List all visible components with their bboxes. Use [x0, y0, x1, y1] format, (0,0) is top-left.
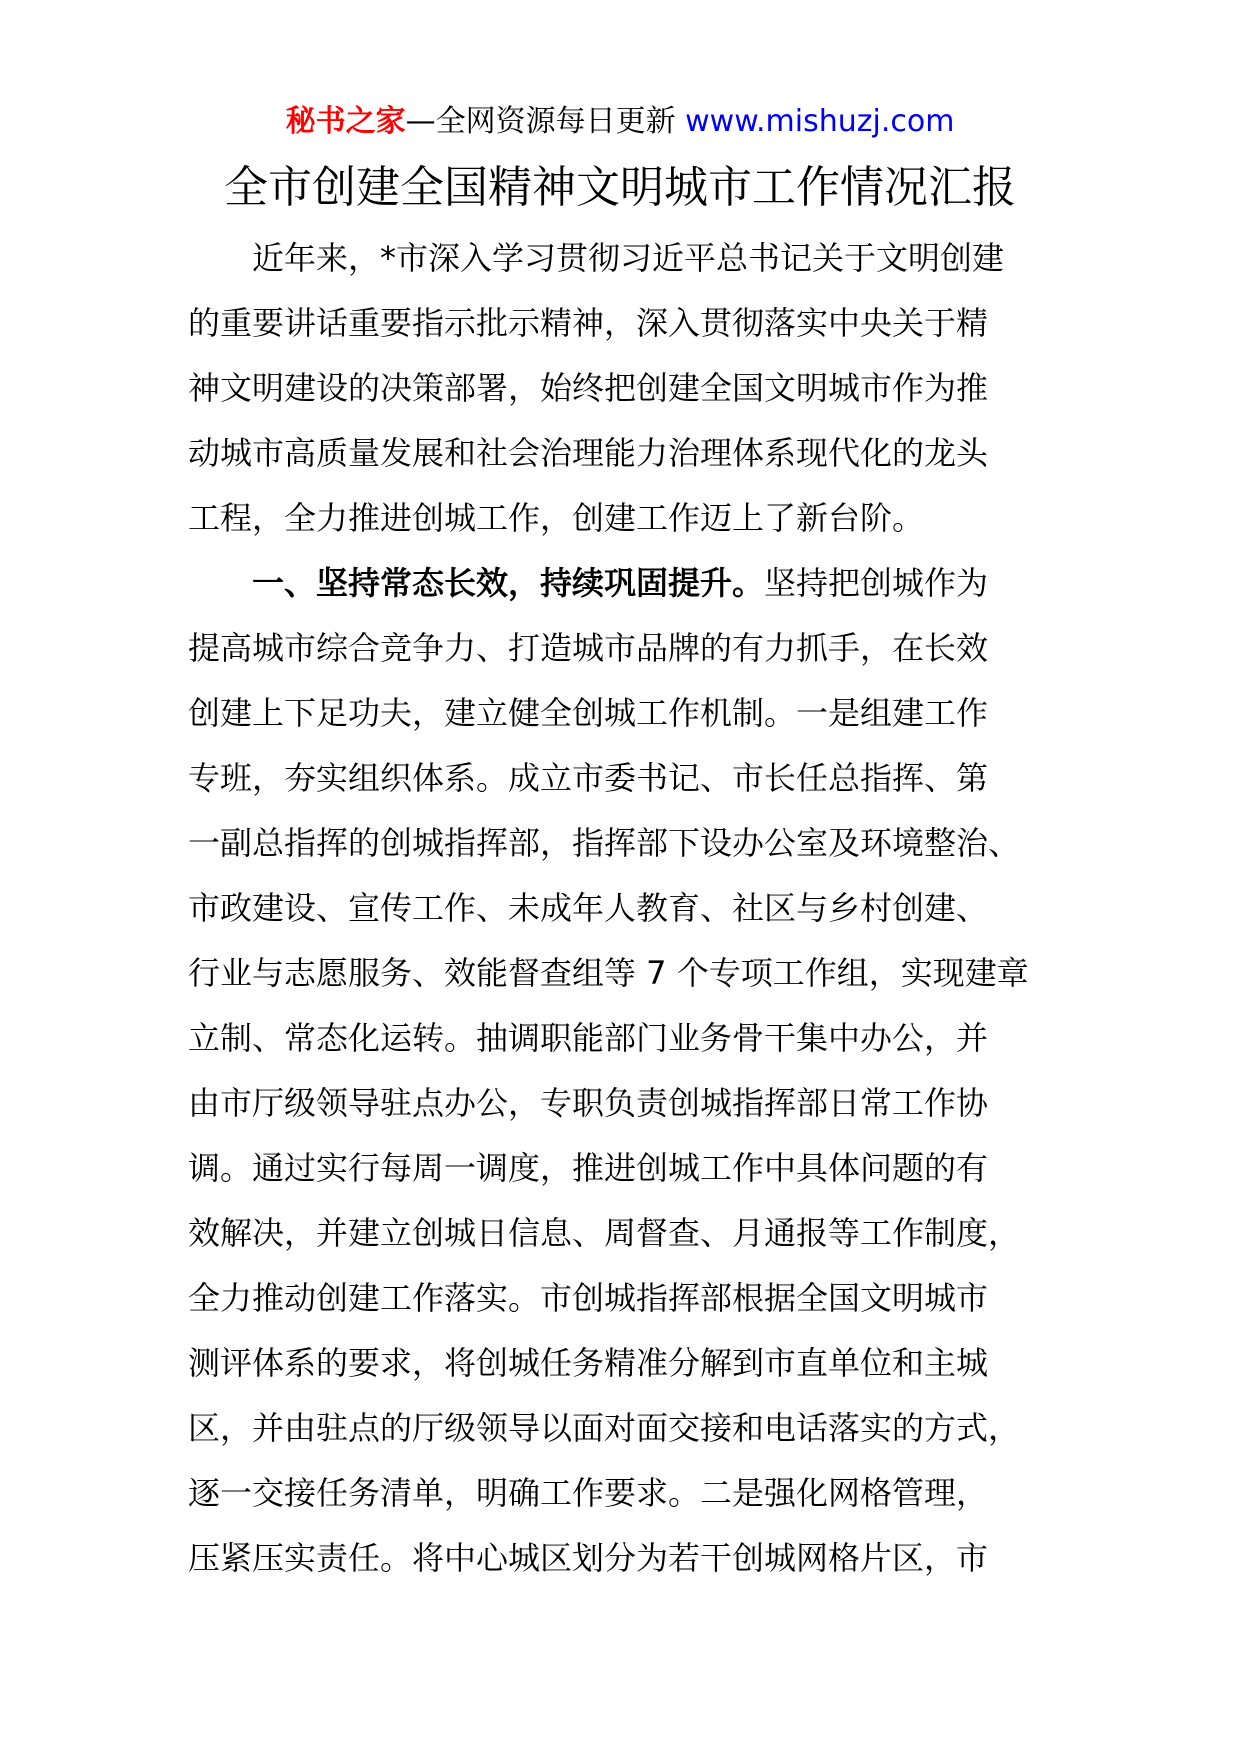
body-line: 区，并由驻点的厅级领导以面对面交接和电话落实的方式，: [188, 1409, 1021, 1447]
body-line: 逐一交接任务清单，明确工作要求。二是强化网格管理，: [188, 1474, 989, 1512]
section-heading-line: [188, 551, 1068, 616]
section-heading: 一、坚持常态长效，持续巩固提升。: [252, 564, 765, 602]
site-tagline: —全网资源每日更新: [405, 104, 686, 139]
body-line: 全力推动创建工作落实。市创城指挥部根据全国文明城市: [188, 1279, 989, 1317]
body-line: 行业与志愿服务、效能督查组等 7 个专项工作组，实现建章: [188, 954, 1029, 992]
body-line: 效解决，并建立创城日信息、周督查、月通报等工作制度，: [188, 1214, 1021, 1252]
site-brand: 秘书之家: [285, 104, 406, 139]
body-line: 调。通过实行每周一调度，推进创城工作中具体问题的有: [188, 1149, 989, 1187]
body-line: 测评体系的要求，将创城任务精准分解到市直单位和主城: [188, 1344, 989, 1382]
body-line: 创建上下足功夫，建立健全创城工作机制。一是组建工作: [188, 694, 989, 732]
body-line: 提高城市综合竞争力、打造城市品牌的有力抓手，在长效: [188, 629, 989, 667]
body-line: 动城市高质量发展和社会治理能力治理体系现代化的龙头: [188, 434, 989, 472]
body-line: 立制、常态化运转。抽调职能部门业务骨干集中办公，并: [188, 1019, 989, 1057]
body-line: 的重要讲话重要指示批示精神，深入贯彻落实中央关于精: [188, 304, 989, 342]
body-line: 由市厅级领导驻点办公，专职负责创城指挥部日常工作协: [188, 1084, 989, 1122]
site-url-link[interactable]: www.mishuzj.com: [685, 104, 955, 139]
body-line: 一副总指挥的创城指挥部，指挥部下设办公室及环境整治、: [188, 824, 1021, 862]
body-line: 市政建设、宣传工作、未成年人教育、社区与乡村创建、: [188, 889, 989, 927]
document-title: 全市创建全国精神文明城市工作情况汇报: [224, 162, 1016, 213]
body-line: 神文明建设的决策部署，始终把创建全国文明城市作为推: [188, 369, 989, 407]
body-line: 近年来，*市深入学习贯彻习近平总书记关于文明创建: [188, 239, 1005, 277]
document-body: [188, 226, 1068, 1591]
body-line: 工程，全力推进创城工作，创建工作迈上了新台阶。: [188, 499, 925, 537]
section-indent: [188, 564, 252, 602]
section-text: 坚持把创城作为: [764, 564, 989, 602]
site-header: [0, 100, 1240, 144]
body-line: 专班，夯实组织体系。成立市委书记、市长任总指挥、第: [188, 759, 989, 797]
body-line: 压紧压实责任。将中心城区划分为若干创城网格片区，市: [188, 1539, 989, 1577]
